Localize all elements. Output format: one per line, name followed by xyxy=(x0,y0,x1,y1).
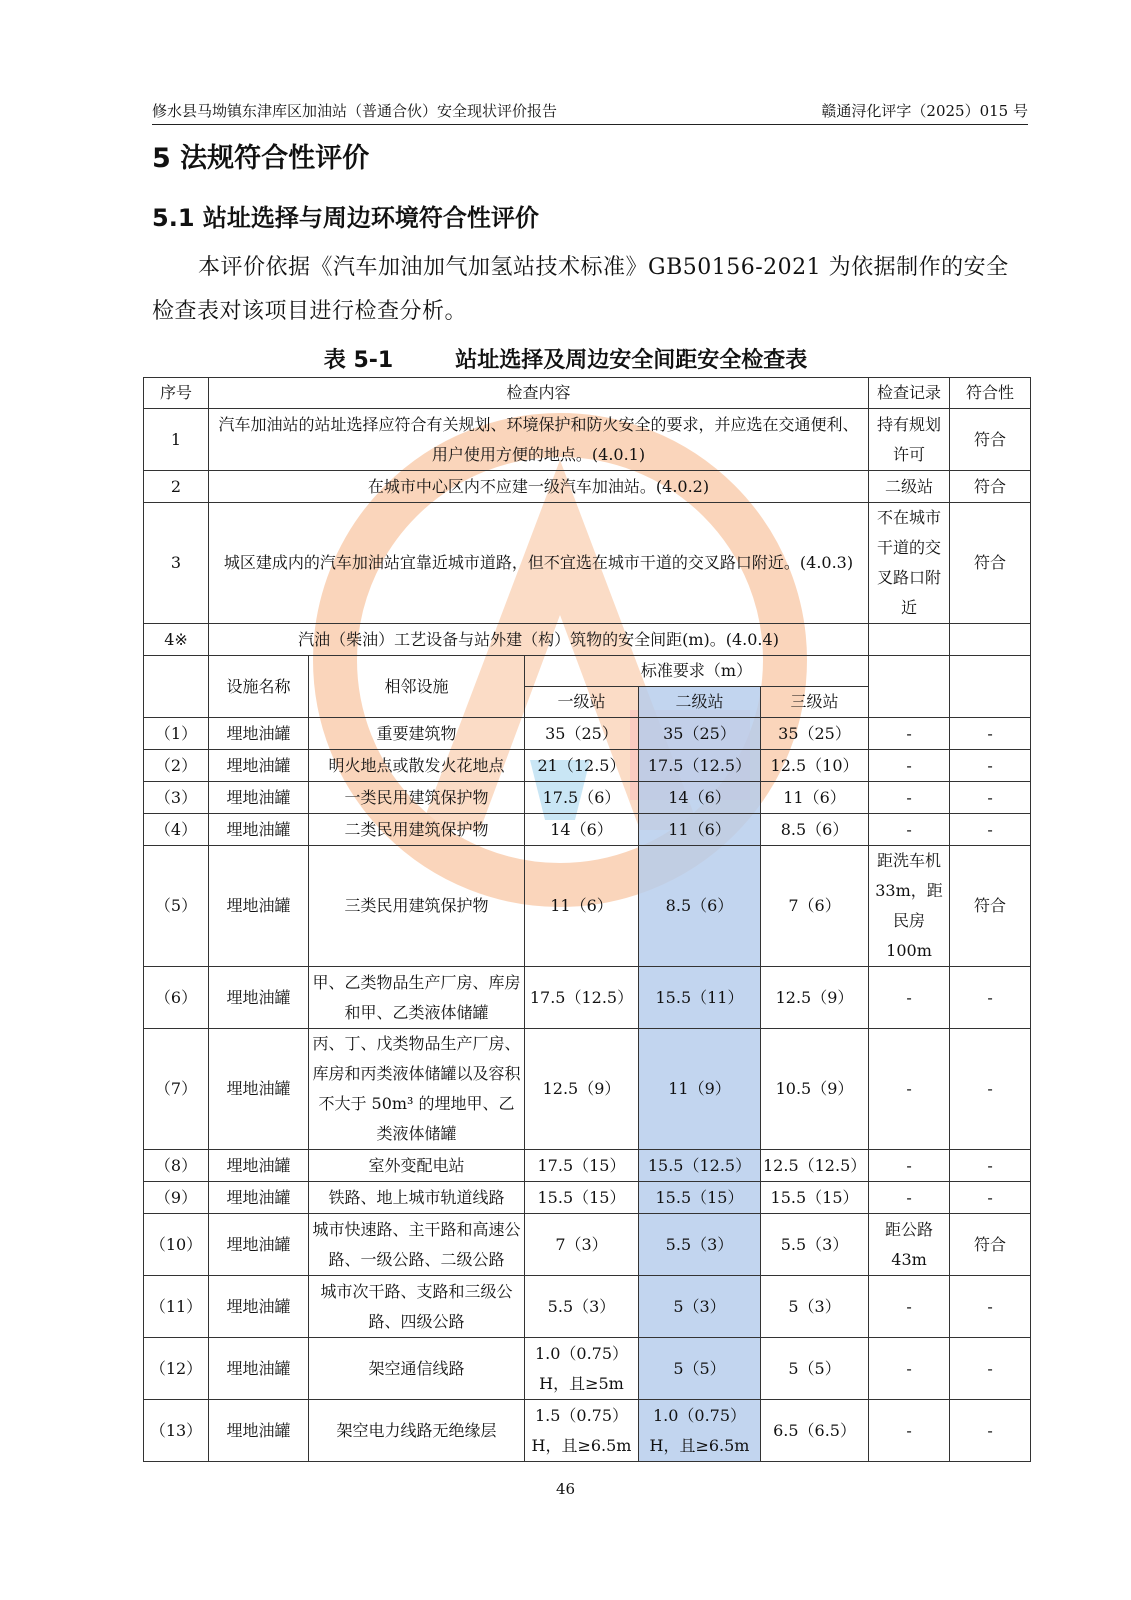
table-caption xyxy=(0,343,1131,374)
row-level3-distance: 5.5（3） xyxy=(761,1214,869,1276)
row-adjacent-facility: 明火地点或散发火花地点 xyxy=(309,750,525,782)
row-conformity: - xyxy=(950,814,1031,846)
row-content: 在城市中心区内不应建一级汽车加油站。(4.0.2) xyxy=(209,471,869,503)
row-record: - xyxy=(869,1150,950,1182)
row-record: - xyxy=(869,1338,950,1400)
distance-row xyxy=(144,718,1031,750)
distance-header-row xyxy=(144,656,1031,687)
row-adjacent-facility: 城市快速路、主干路和高速公路、一级公路、二级公路 xyxy=(309,1214,525,1276)
row-facility: 埋地油罐 xyxy=(209,750,309,782)
distance-row xyxy=(144,1182,1031,1214)
section-title: 5 法规符合性评价 xyxy=(152,143,370,174)
row-level1-distance: 17.5（15） xyxy=(525,1150,639,1182)
row-seq: 2 xyxy=(144,471,209,503)
row-record: - xyxy=(869,782,950,814)
row-adjacent-facility: 城市次干路、支路和三级公路、四级公路 xyxy=(309,1276,525,1338)
row-record: - xyxy=(869,1400,950,1462)
row-conformity: - xyxy=(950,718,1031,750)
intro-paragraph: 本评价依据《汽车加油加气加氢站技术标准》GB50156-2021 为依据制作的安全检查表对该项目进行检查分析。 xyxy=(152,255,1009,324)
row-record: - xyxy=(869,718,950,750)
row-level1-distance: 17.5（6） xyxy=(525,782,639,814)
row-content: 汽油（柴油）工艺设备与站外建（构）筑物的安全间距(m)。(4.0.4) xyxy=(209,624,869,656)
subheader-level3: 三级站 xyxy=(761,687,869,718)
subheader-facility: 设施名称 xyxy=(209,656,309,718)
row-adjacent-facility: 一类民用建筑保护物 xyxy=(309,782,525,814)
page-number: 46 xyxy=(555,1480,576,1498)
table-row xyxy=(144,503,1031,624)
row-facility: 埋地油罐 xyxy=(209,718,309,750)
row-conformity xyxy=(950,624,1031,656)
row-level2-distance: 15.5（12.5） xyxy=(639,1150,761,1182)
row-facility: 埋地油罐 xyxy=(209,1276,309,1338)
subheader-adjacent: 相邻设施 xyxy=(309,656,525,718)
row-conformity: 符合 xyxy=(950,503,1031,624)
row-conformity: - xyxy=(950,1150,1031,1182)
distance-row xyxy=(144,750,1031,782)
row-facility: 埋地油罐 xyxy=(209,1150,309,1182)
row-adjacent-facility: 丙、丁、戊类物品生产厂房、库房和丙类液体储罐以及容积不大于 50m³ 的埋地甲、乙类液体储罐 xyxy=(309,1029,525,1150)
table-row xyxy=(144,409,1031,471)
row-level1-distance: 15.5（15） xyxy=(525,1182,639,1214)
row-seq: 4※ xyxy=(144,624,209,656)
row-seq: （10） xyxy=(144,1214,209,1276)
table-header-row xyxy=(144,378,1031,409)
row-level2-distance: 5（5） xyxy=(639,1338,761,1400)
row-level2-distance: 5（3） xyxy=(639,1276,761,1338)
row-record: - xyxy=(869,967,950,1029)
row-seq: （11） xyxy=(144,1276,209,1338)
row-seq: （8） xyxy=(144,1150,209,1182)
row-level3-distance: 6.5（6.5） xyxy=(761,1400,869,1462)
header-report-title: 修水县马坳镇东津库区加油站（普通合伙）安全现状评价报告 xyxy=(152,102,558,120)
row-level2-distance: 11（6） xyxy=(639,814,761,846)
row-adjacent-facility: 室外变配电站 xyxy=(309,1150,525,1182)
subheader-standard: 标准要求（m） xyxy=(525,656,869,687)
row-adjacent-facility: 架空通信线路 xyxy=(309,1338,525,1400)
row-adjacent-facility: 二类民用建筑保护物 xyxy=(309,814,525,846)
row-facility: 埋地油罐 xyxy=(209,1029,309,1150)
distance-row xyxy=(144,846,1031,967)
header-content: 检查内容 xyxy=(209,378,869,409)
distance-row xyxy=(144,1276,1031,1338)
row-conformity: - xyxy=(950,1338,1031,1400)
row-facility: 埋地油罐 xyxy=(209,1214,309,1276)
distance-row xyxy=(144,1214,1031,1276)
row-seq: （12） xyxy=(144,1338,209,1400)
distance-rows xyxy=(144,718,1031,1462)
row-level2-distance: 17.5（12.5） xyxy=(639,750,761,782)
row-level3-distance: 15.5（15） xyxy=(761,1182,869,1214)
row-seq: （9） xyxy=(144,1182,209,1214)
row-conformity: - xyxy=(950,1029,1031,1150)
row-record: - xyxy=(869,750,950,782)
row-conformity: - xyxy=(950,1276,1031,1338)
row-facility: 埋地油罐 xyxy=(209,1182,309,1214)
row-seq: （7） xyxy=(144,1029,209,1150)
row-level2-distance: 15.5（15） xyxy=(639,1182,761,1214)
row-record: - xyxy=(869,1182,950,1214)
row-level1-distance: 11（6） xyxy=(525,846,639,967)
row-adjacent-facility: 三类民用建筑保护物 xyxy=(309,846,525,967)
row-record: 距洗车机 33m，距民房 100m xyxy=(869,846,950,967)
row-level2-distance: 14（6） xyxy=(639,782,761,814)
row-level2-distance: 1.0（0.75）H，且≥6.5m xyxy=(639,1400,761,1462)
row-seq: （3） xyxy=(144,782,209,814)
row-facility: 埋地油罐 xyxy=(209,846,309,967)
row-facility: 埋地油罐 xyxy=(209,967,309,1029)
row-seq: （4） xyxy=(144,814,209,846)
row-record: 持有规划许可 xyxy=(869,409,950,471)
row-adjacent-facility: 架空电力线路无绝缘层 xyxy=(309,1400,525,1462)
row-facility: 埋地油罐 xyxy=(209,1338,309,1400)
header-document-number: 赣通浔化评字（2025）015 号 xyxy=(821,102,1028,120)
row-level1-distance: 21（12.5） xyxy=(525,750,639,782)
distance-row xyxy=(144,1338,1031,1400)
distance-row xyxy=(144,782,1031,814)
subheader-record-blank xyxy=(869,656,950,718)
row-record: - xyxy=(869,1276,950,1338)
row-conformity: 符合 xyxy=(950,409,1031,471)
row-facility: 埋地油罐 xyxy=(209,814,309,846)
row-level3-distance: 12.5（9） xyxy=(761,967,869,1029)
row-facility: 埋地油罐 xyxy=(209,1400,309,1462)
row-content: 城区建成内的汽车加油站宜靠近城市道路，但不宜选在城市干道的交叉路口附近。(4.0.3) xyxy=(209,503,869,624)
header-conformity: 符合性 xyxy=(950,378,1031,409)
table-title: 站址选择及周边安全间距安全检查表 xyxy=(455,348,808,373)
row-seq: 1 xyxy=(144,409,209,471)
row-level3-distance: 10.5（9） xyxy=(761,1029,869,1150)
row-level1-distance: 17.5（12.5） xyxy=(525,967,639,1029)
distance-row xyxy=(144,814,1031,846)
row-level1-distance: 7（3） xyxy=(525,1214,639,1276)
row-level3-distance: 35（25） xyxy=(761,718,869,750)
row-adjacent-facility: 甲、乙类物品生产厂房、库房和甲、乙类液体储罐 xyxy=(309,967,525,1029)
row-level1-distance: 12.5（9） xyxy=(525,1029,639,1150)
distance-row xyxy=(144,1400,1031,1462)
row-level1-distance: 1.5（0.75）H，且≥6.5m xyxy=(525,1400,639,1462)
row-conformity: 符合 xyxy=(950,471,1031,503)
row-conformity: 符合 xyxy=(950,1214,1031,1276)
header-record: 检查记录 xyxy=(869,378,950,409)
row-seq: （13） xyxy=(144,1400,209,1462)
row-conformity: - xyxy=(950,1182,1031,1214)
row-level2-distance: 35（25） xyxy=(639,718,761,750)
table-number: 表 5-1 xyxy=(323,348,394,373)
row-conformity: - xyxy=(950,750,1031,782)
row-seq: （2） xyxy=(144,750,209,782)
row-seq: 3 xyxy=(144,503,209,624)
row-level3-distance: 8.5（6） xyxy=(761,814,869,846)
header-seq: 序号 xyxy=(144,378,209,409)
row-record: 距公路 43m xyxy=(869,1214,950,1276)
table-row xyxy=(144,471,1031,503)
row-level2-distance: 8.5（6） xyxy=(639,846,761,967)
row-level3-distance: 5（3） xyxy=(761,1276,869,1338)
row-conformity: - xyxy=(950,967,1031,1029)
subheader-level2: 二级站 xyxy=(639,687,761,718)
row-level1-distance: 5.5（3） xyxy=(525,1276,639,1338)
row-level3-distance: 5（5） xyxy=(761,1338,869,1400)
row-level2-distance: 11（9） xyxy=(639,1029,761,1150)
table-row xyxy=(144,624,1031,656)
row-level2-distance: 5.5（3） xyxy=(639,1214,761,1276)
subsection-title: 5.1 站址选择与周边环境符合性评价 xyxy=(152,204,539,232)
row-adjacent-facility: 重要建筑物 xyxy=(309,718,525,750)
safety-check-table xyxy=(143,377,1031,1462)
distance-row xyxy=(144,1150,1031,1182)
row-record: 二级站 xyxy=(869,471,950,503)
row-adjacent-facility: 铁路、地上城市轨道线路 xyxy=(309,1182,525,1214)
row-facility: 埋地油罐 xyxy=(209,782,309,814)
row-level1-distance: 35（25） xyxy=(525,718,639,750)
row-level3-distance: 11（6） xyxy=(761,782,869,814)
row-level3-distance: 12.5（12.5） xyxy=(761,1150,869,1182)
row-content: 汽车加油站的站址选择应符合有关规划、环境保护和防火安全的要求，并应选在交通便利、用户使用方便的地点。(4.0.1) xyxy=(209,409,869,471)
row-conformity: - xyxy=(950,782,1031,814)
distance-row xyxy=(144,967,1031,1029)
row-level1-distance: 1.0（0.75）H，且≥5m xyxy=(525,1338,639,1400)
row-level3-distance: 7（6） xyxy=(761,846,869,967)
page-header xyxy=(152,100,1028,125)
row-conformity: 符合 xyxy=(950,846,1031,967)
row-record: 不在城市干道的交叉路口附近 xyxy=(869,503,950,624)
row-record: - xyxy=(869,1029,950,1150)
subheader-conformity-blank xyxy=(950,656,1031,718)
row-seq: （1） xyxy=(144,718,209,750)
row-record xyxy=(869,624,950,656)
row-level1-distance: 14（6） xyxy=(525,814,639,846)
row-level2-distance: 15.5（11） xyxy=(639,967,761,1029)
subheader-seq-blank xyxy=(144,656,209,718)
subheader-level1: 一级站 xyxy=(525,687,639,718)
row-record: - xyxy=(869,814,950,846)
distance-row xyxy=(144,1029,1031,1150)
row-seq: （5） xyxy=(144,846,209,967)
row-level3-distance: 12.5（10） xyxy=(761,750,869,782)
row-seq: （6） xyxy=(144,967,209,1029)
row-conformity: - xyxy=(950,1400,1031,1462)
